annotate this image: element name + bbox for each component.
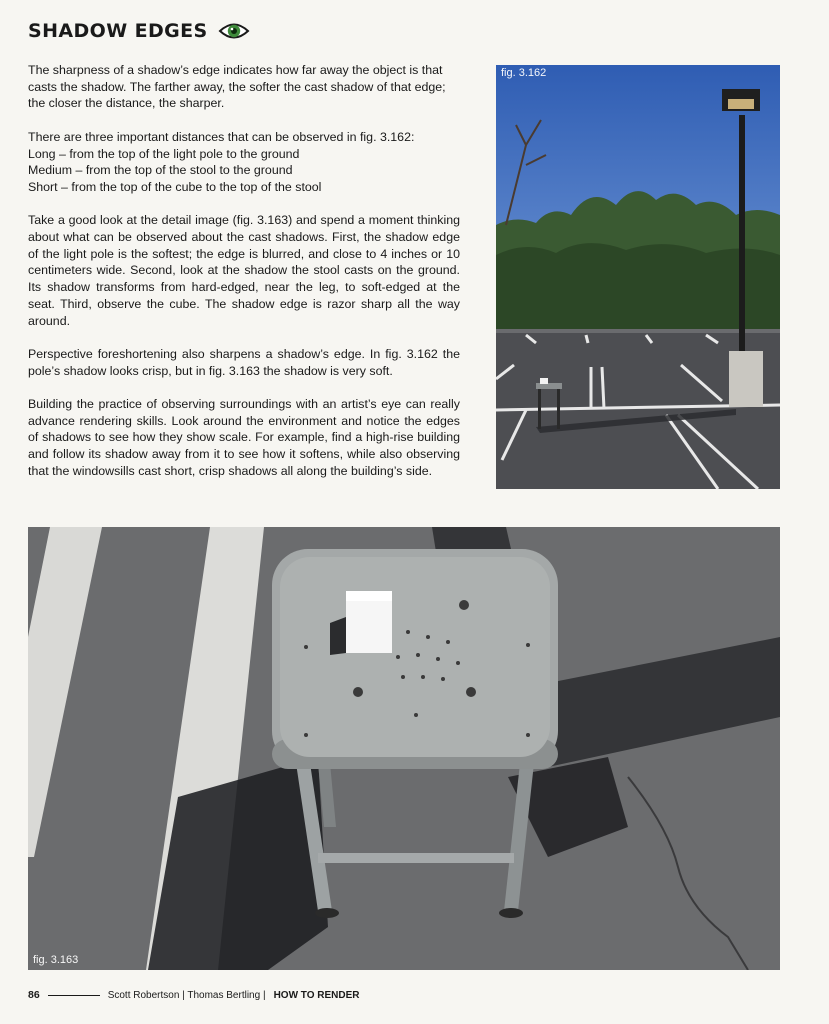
footer-rule	[48, 995, 100, 996]
parking-lot-illustration	[496, 65, 780, 489]
paragraph-edge-sharpness: The sharpness of a shadow’s edge indicates how far away the object is that casts the shadow. The farther away, the softer the cast shadow of that edge; the closer the distance, the sharper.	[28, 63, 446, 111]
figure-parking-lot-photo	[496, 65, 780, 489]
footer-authors: Scott Robertson | Thomas Bertling |	[107, 989, 266, 1001]
distance-short: Short – from the top of the cube to the top of the stool	[28, 179, 322, 194]
section-heading	[28, 20, 250, 42]
stool-closeup-illustration	[28, 527, 780, 970]
eye-icon	[218, 20, 250, 42]
distance-long: Long – from the top of the light pole to the ground	[28, 146, 300, 161]
page-footer	[28, 989, 360, 1001]
page-number: 86	[28, 989, 40, 1001]
distances-intro: There are three important distances that can be observed in fig. 3.162:	[28, 129, 415, 144]
distance-medium: Medium – from the top of the stool to the ground	[28, 163, 293, 178]
paragraph-foreshortening: Perspective foreshortening also sharpens a shadow’s edge. In fig. 3.162 the pole’s shadow looks crisp, but in fig. 3.163 the shadow is very soft.	[28, 346, 460, 378]
body-text	[28, 62, 460, 496]
page-title: SHADOW EDGES	[28, 20, 208, 42]
paragraph-practice: Building the practice of observing surroundings with an artist’s eye can really advance rendering skills. Look around the environment and notice the edges of shadows to see how they show scale. For example, find a high-rise building and follow its shadow away from it to see how it softens, while also observing that the windowsills cast short, crisp shadows all along the building’s side.	[28, 397, 460, 478]
paragraph-distances	[28, 129, 460, 196]
figure-label: fig. 3.162	[501, 67, 547, 79]
figure-stool-closeup-photo	[28, 527, 780, 970]
footer-book-title: HOW TO RENDER	[273, 989, 360, 1001]
figure-label: fig. 3.163	[33, 954, 79, 966]
paragraph-detail-image: Take a good look at the detail image (fig. 3.163) and spend a moment thinking about what can be observed about the cast shadows. First, the shadow edge of the light pole is the softest; the edge is blurred, and close to 4 inches or 10 centimeters wide. Second, look at the shadow the stool casts on the ground. Its shadow transforms from hard-edged, near the leg, to soft-edged at the seat. Third, observe the cube. The shadow edge is razor sharp all the way around.	[28, 213, 460, 328]
